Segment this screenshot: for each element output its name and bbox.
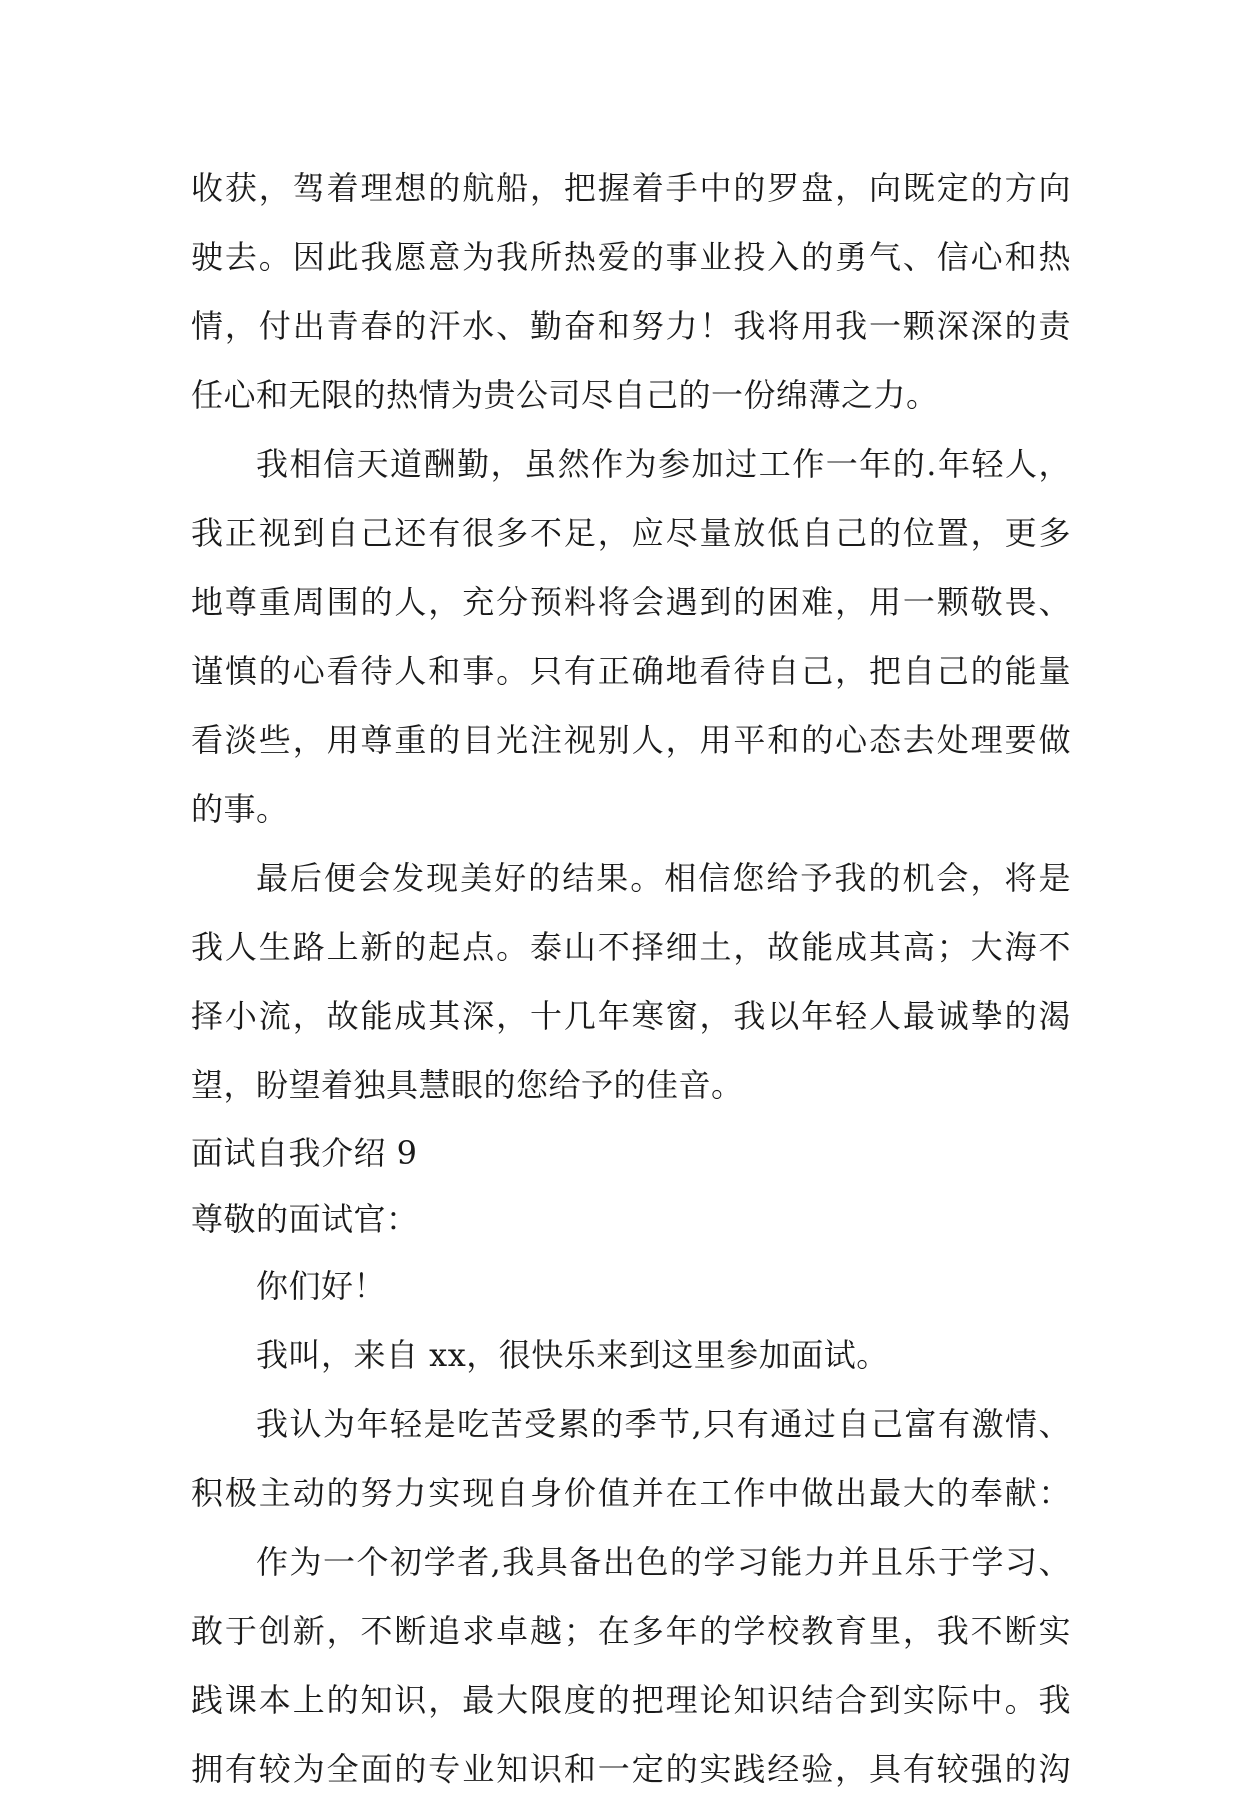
text-line: 敢于创新，不断追求卓越；在多年的学校教育里，我不断实 — [191, 1612, 1071, 1650]
text-line: 谨慎的心看待人和事。只有正确地看待自己，把自己的能量 — [191, 652, 1071, 690]
paragraph-start-line: 我认为年轻是吃苦受累的季节,只有通过自己富有激情、 — [256, 1405, 1071, 1443]
text-line: 任心和无限的热情为贵公司尽自己的一份绵薄之力。 — [191, 376, 939, 414]
paragraph-start-line: 我叫，来自 xx，很快乐来到这里参加面试。 — [256, 1336, 889, 1374]
paragraph-start-line: 最后便会发现美好的结果。相信您给予我的机会，将是 — [256, 859, 1071, 897]
text-line: 望，盼望着独具慧眼的您给予的佳音。 — [191, 1066, 744, 1104]
text-line: 我正视到自己还有很多不足，应尽量放低自己的位置，更多 — [191, 514, 1071, 552]
text-line: 我人生路上新的起点。泰山不择细土，故能成其高；大海不 — [191, 928, 1071, 966]
paragraph-start-line: 作为一个初学者,我具备出色的学习能力并且乐于学习、 — [256, 1543, 1071, 1581]
text-line: 践课本上的知识，最大限度的把理论知识结合到实际中。我 — [191, 1681, 1071, 1719]
document-body — [191, 154, 1071, 1804]
paragraph-start-line: 我相信天道酬勤，虽然作为参加过工作一年的.年轻人， — [256, 445, 1071, 483]
text-line: 看淡些，用尊重的目光注视别人，用平和的心态去处理要做 — [191, 721, 1071, 759]
salutation: 尊敬的面试官： — [191, 1200, 419, 1238]
section-heading: 面试自我介绍 9 — [191, 1134, 418, 1172]
text-line: 地尊重周围的人，充分预料将会遇到的困难，用一颗敬畏、 — [191, 583, 1071, 621]
text-line: 拥有较为全面的专业知识和一定的实践经验，具有较强的沟 — [191, 1750, 1071, 1788]
text-line: 情，付出青春的汗水、勤奋和努力！我将用我一颗深深的责 — [191, 307, 1071, 345]
text-line: 积极主动的努力实现自身价值并在工作中做出最大的奉献： — [191, 1474, 1071, 1512]
greeting: 你们好！ — [256, 1267, 387, 1305]
text-line: 的事。 — [191, 790, 289, 828]
text-line: 驶去。因此我愿意为我所热爱的事业投入的勇气、信心和热 — [191, 238, 1071, 276]
text-line: 收获，驾着理想的航船，把握着手中的罗盘，向既定的方向 — [191, 169, 1071, 207]
text-line: 择小流，故能成其深，十几年寒窗，我以年轻人最诚挚的渴 — [191, 997, 1071, 1035]
